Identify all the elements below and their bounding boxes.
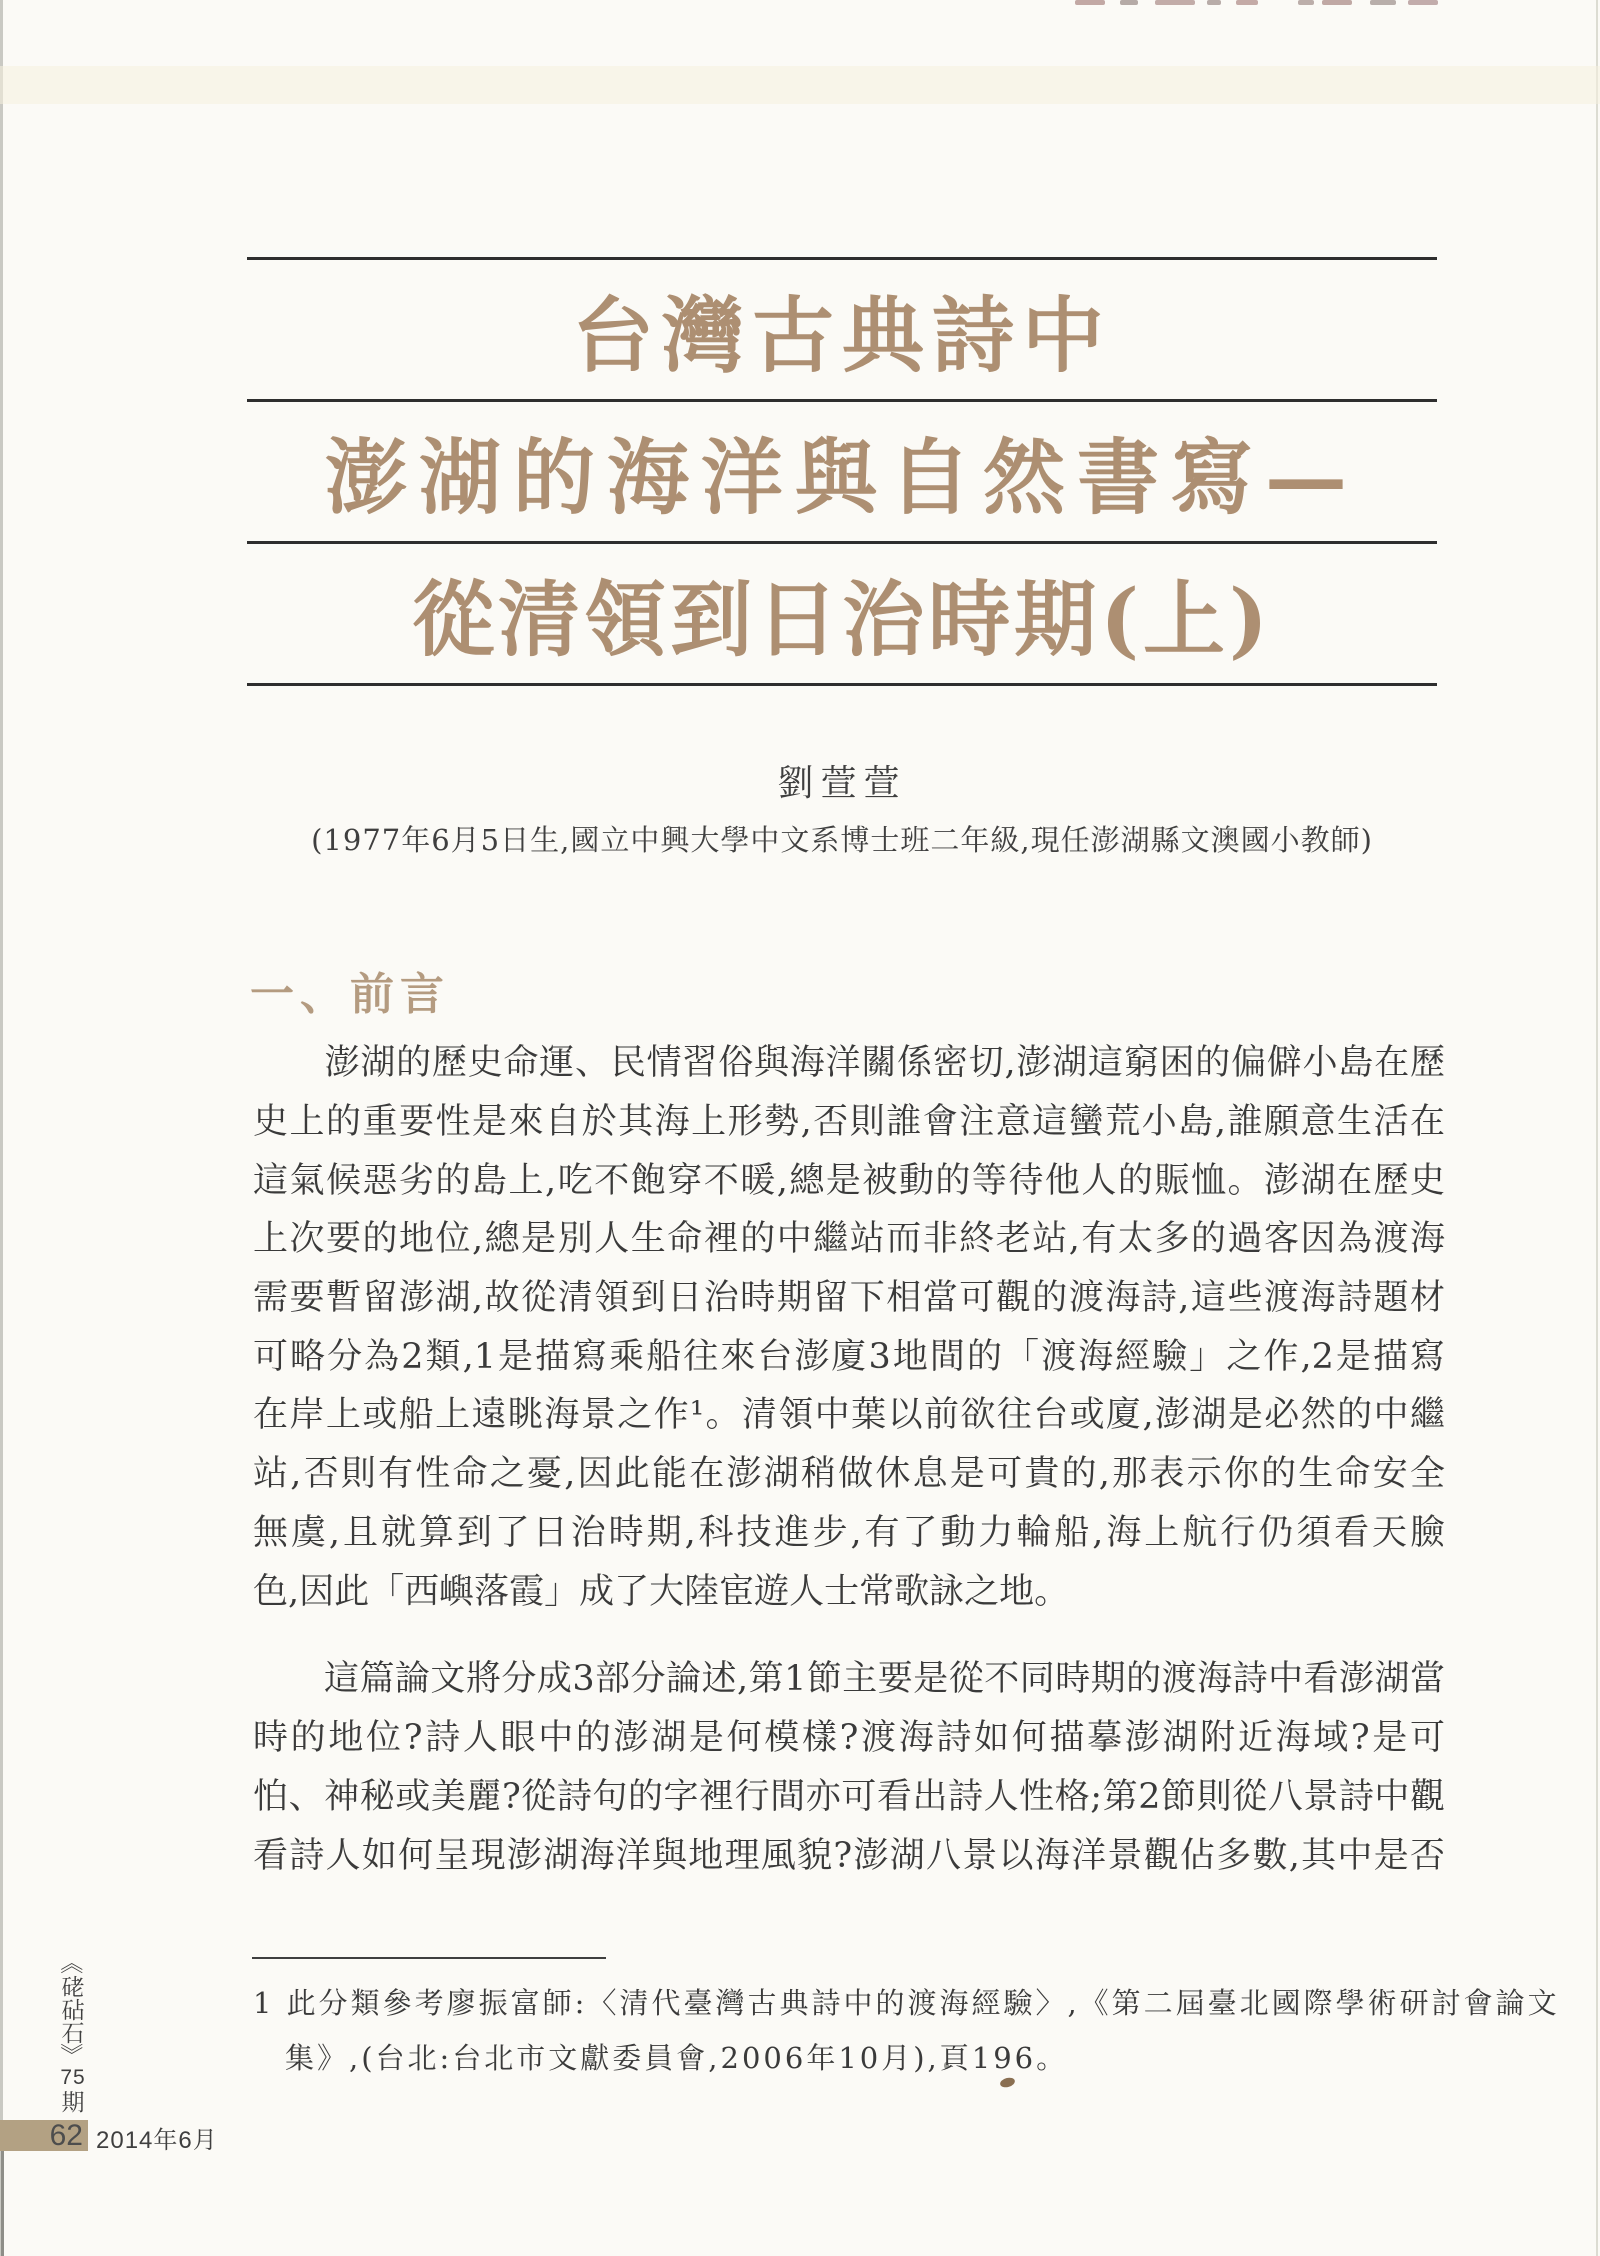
footnote-line: 1 此分類參考廖振富師:〈清代臺灣古典詩中的渡海經驗〉,《第二屆臺北國際學術研討會論文 [253, 1986, 1560, 2020]
body-line: 需要暫留澎湖,故從清領到日治時期留下相當可觀的渡海詩,這些渡海詩題材 [253, 1278, 1445, 1318]
body-line: 站,否則有性命之憂,因此能在澎湖稍做休息是可貴的,那表示你的生命安全 [253, 1454, 1445, 1494]
body-line: 這氣候惡劣的島上,吃不飽穿不暖,總是被動的等待他人的賑恤。澎湖在歷史 [253, 1161, 1445, 1201]
body-line: 可略分為2類,1是描寫乘船往來台澎廈3地間的「渡海經驗」之作,2是描寫 [253, 1337, 1445, 1377]
title-rule-4 [247, 683, 1437, 686]
journal-bracket-open: 《 [57, 1951, 84, 1974]
body-line: 時的地位?詩人眼中的澎湖是何模樣?渡海詩如何描摹澎湖附近海域?是可 [253, 1718, 1445, 1758]
body-line: 澎湖的歷史命運、民情習俗與海洋關係密切,澎湖這窮困的偏僻小島在歷 [253, 1043, 1445, 1083]
body-line: 色,因此「西嶼落霞」成了大陸宦遊人士常歌詠之地。 [253, 1572, 1070, 1612]
section-heading: 一、前言 [250, 970, 450, 1019]
scan-top-mark [1120, 0, 1138, 5]
body-line: 無虞,且就算到了日治時期,科技進步,有了動力輪船,海上航行仍須看天臉 [253, 1513, 1445, 1553]
issue-date: 2014年6月 [96, 2126, 218, 2154]
body-line: 看詩人如何呈現澎湖海洋與地理風貌?澎湖八景以海洋景觀佔多數,其中是否 [253, 1836, 1445, 1876]
scan-top-mark [1322, 0, 1352, 5]
body-line: 史上的重要性是來自於其海上形勢,否則誰會注意這蠻荒小島,誰願意生活在 [253, 1102, 1445, 1142]
journal-char: 硓 [61, 1975, 85, 2001]
author-name: 劉萱萱 [777, 762, 907, 804]
scan-top-mark [1236, 0, 1258, 5]
footnote-separator-rule [252, 1957, 606, 1959]
scan-top-mark [1408, 0, 1438, 5]
scan-left-edge-line [0, 0, 3, 2256]
journal-issue-number: 75 [60, 2065, 86, 2089]
article-title-line-1: 台灣古典詩中 [571, 288, 1112, 384]
author-bio: (1977年6月5日生,國立中興大學中文系博士班二年級,現任澎湖縣文澳國小教師) [311, 822, 1373, 857]
body-line: 怕、神秘或美麗?從詩句的字裡行間亦可看出詩人性格;第2節則從八景詩中觀 [253, 1777, 1445, 1817]
scan-top-band [0, 66, 1600, 104]
scan-top-mark [1155, 0, 1195, 5]
journal-char: 砧 [61, 1998, 85, 2024]
journal-char: 期 [61, 2090, 85, 2116]
scan-top-mark [1298, 0, 1314, 5]
body-line: 在岸上或船上遠眺海景之作¹。清領中葉以前欲往台或廈,澎湖是必然的中繼 [253, 1395, 1445, 1435]
article-title-line-3: 從清領到日治時期(上) [412, 572, 1272, 668]
page-number-badge: 62 [0, 2120, 88, 2151]
body-line: 這篇論文將分成3部分論述,第1節主要是從不同時期的渡海詩中看澎湖當 [253, 1659, 1445, 1699]
body-line: 上次要的地位,總是別人生命裡的中繼站而非終老站,有太多的過客因為渡海 [253, 1219, 1445, 1259]
scan-right-edge-line [1596, 0, 1598, 2256]
journal-title-vertical [44, 1951, 102, 2116]
article-title-line-2: 澎湖的海洋與自然書寫— [324, 430, 1359, 526]
journal-char: 石 [61, 2021, 85, 2047]
journal-bracket-close: 》 [57, 2043, 84, 2066]
scan-top-mark [1370, 0, 1396, 5]
scan-top-mark [1075, 0, 1105, 5]
footnote-line: 集》,(台北:台北市文獻委員會,2006年10月),頁196。 [285, 2041, 1069, 2075]
scan-top-mark [1207, 0, 1221, 5]
